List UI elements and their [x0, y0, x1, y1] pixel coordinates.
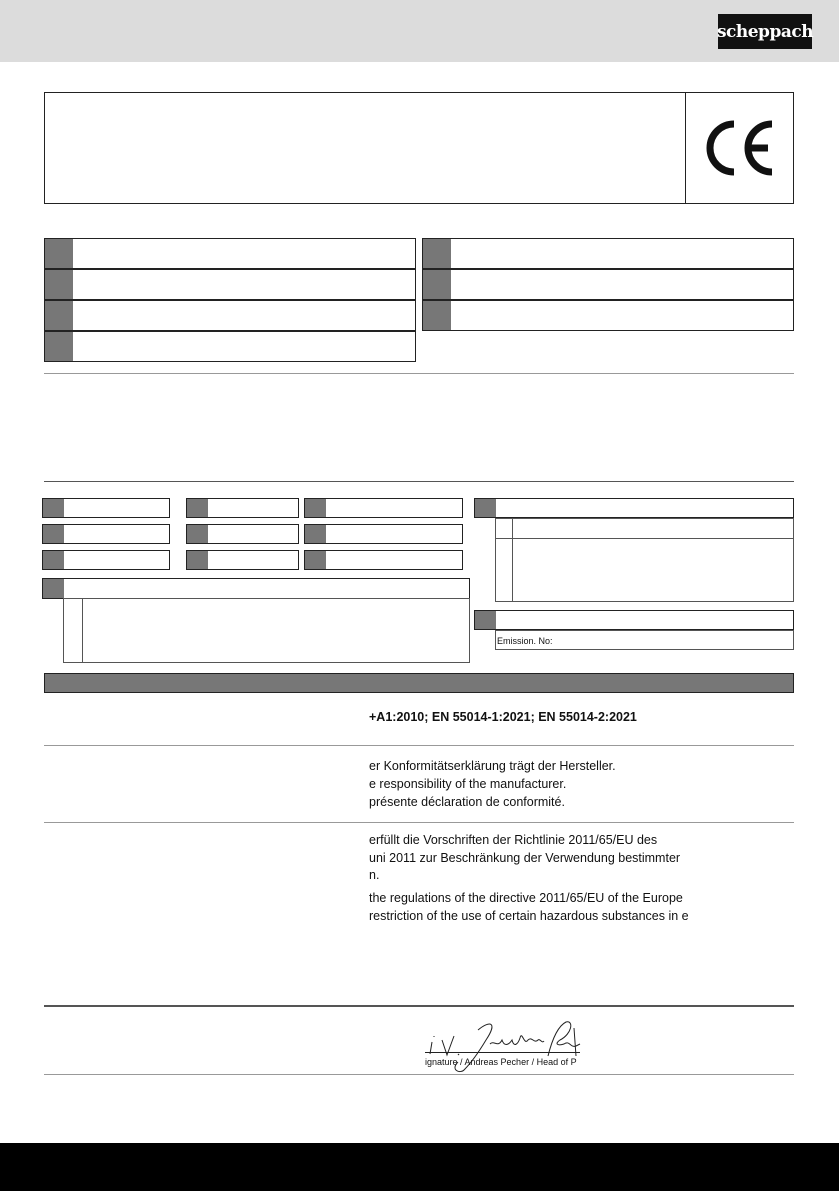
- directive-subrow: [495, 538, 794, 602]
- rohs-line-en-1: the regulations of the directive 2011/65/EU of the Europe: [369, 891, 683, 905]
- directive-field: [42, 498, 170, 518]
- brand-logo-text: scheppach: [716, 21, 814, 42]
- directive-field: [42, 550, 170, 570]
- responsibility-line-en: e responsibility of the manufacturer.: [369, 777, 567, 791]
- ce-divider: [685, 92, 686, 204]
- emission-label: Emission. No:: [497, 636, 553, 646]
- brand-logo: [718, 14, 812, 49]
- directive-field-wide: [474, 498, 794, 518]
- product-field: [422, 269, 794, 300]
- directive-field: [304, 524, 463, 544]
- responsibility-line-fr: présente déclaration de conformité.: [369, 795, 565, 809]
- directive-field: [186, 524, 299, 544]
- section-divider: [44, 481, 794, 482]
- standards-line: +A1:2010; EN 55014-1:2021; EN 55014-2:2021: [369, 710, 637, 724]
- rohs-line-de-3: n.: [369, 868, 380, 882]
- signature-underline: [425, 1052, 580, 1053]
- rohs-line-en-2: restriction of the use of certain hazardous substances in e: [369, 909, 689, 923]
- product-field: [44, 238, 416, 269]
- directive-field: [186, 550, 299, 570]
- product-field: [44, 331, 416, 362]
- directive-field: [186, 498, 299, 518]
- rohs-line-de-2: uni 2011 zur Beschränkung der Verwendung bestimmter: [369, 851, 681, 865]
- section-divider: [44, 745, 794, 746]
- directive-field: [304, 550, 463, 570]
- section-divider: [44, 373, 794, 374]
- responsibility-line-de: er Konformitätserklärung trägt der Hersteller.: [369, 759, 616, 773]
- section-divider: [44, 1005, 794, 1007]
- product-field: [44, 300, 416, 331]
- product-field: [422, 300, 794, 331]
- ce-mark-icon: [700, 118, 780, 178]
- product-field: [44, 269, 416, 300]
- notified-body-subrow: [63, 598, 470, 663]
- directive-subrow: [495, 518, 794, 539]
- product-field: [422, 238, 794, 269]
- rohs-line-de-1: erfüllt die Vorschriften der Richtlinie 2011/65/EU des: [369, 833, 658, 847]
- footer-band: [0, 1143, 839, 1191]
- section-divider: [44, 822, 794, 823]
- directive-field: [304, 498, 463, 518]
- notified-body-subrow-marker: [63, 598, 83, 663]
- emission-field: [474, 610, 794, 630]
- notified-body-field: [42, 578, 470, 599]
- directive-field: [42, 524, 170, 544]
- signature-caption: ignature / Andreas Pecher / Head of P: [425, 1057, 577, 1067]
- directive-subrow-marker: [495, 518, 513, 539]
- directive-subrow-marker: [495, 538, 513, 602]
- declaration-title-box: [44, 92, 794, 204]
- standards-header-band: [44, 673, 794, 693]
- section-divider: [44, 1074, 794, 1075]
- header-band: [0, 0, 839, 62]
